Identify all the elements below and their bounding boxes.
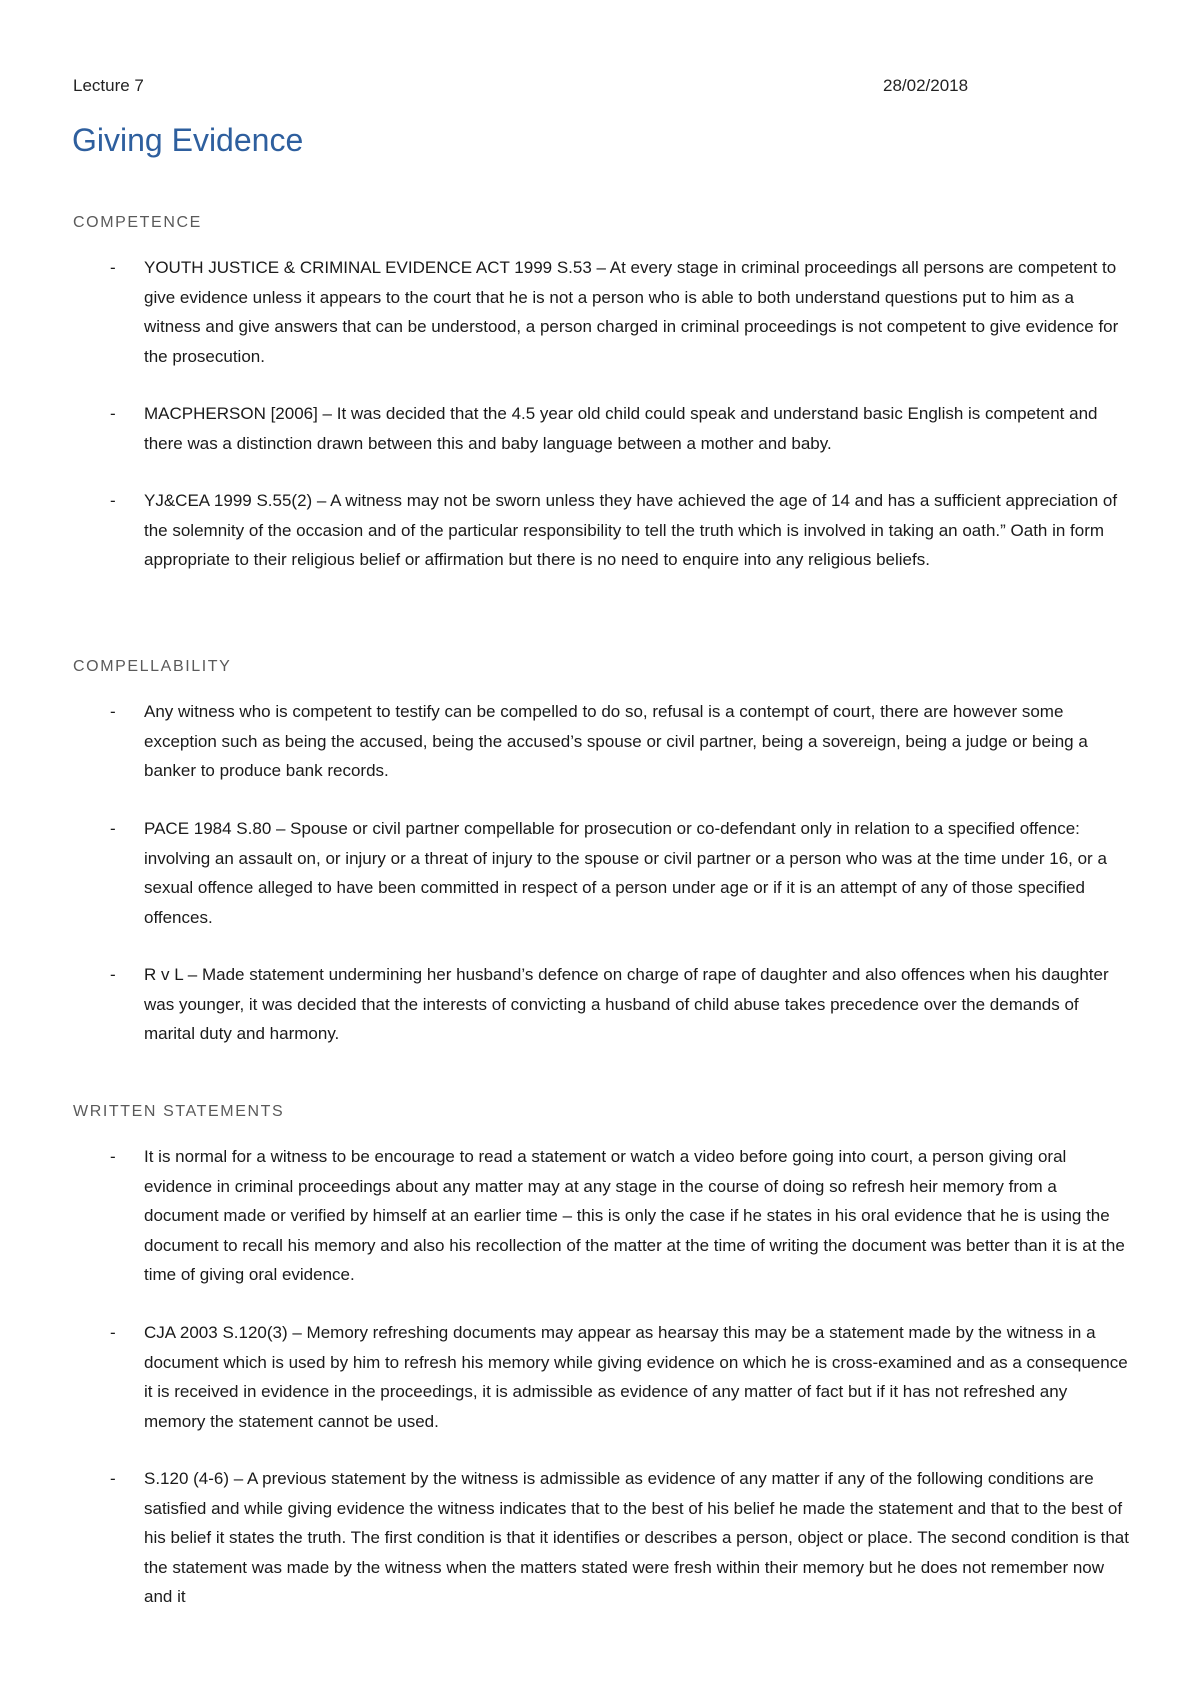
header-date: 28/02/2018 — [883, 76, 969, 95]
bullet-text: Any witness who is competent to testify can be compelled to do so, refusal is a contempt of court, there are however some exception such as being the accused, being the accused’s spouse or civil partner, being a sovereign, being a judge or being a banker to produce bank records. — [144, 702, 1088, 780]
bullet-item — [110, 253, 1130, 371]
section-heading-competence: COMPETENCE — [73, 214, 202, 231]
bullet-text: YJ&CEA 1999 S.55(2) – A witness may not be sworn unless they have achieved the age of 14 and has a sufficient appreciation of the solemnity of the occasion and of the particular responsibility to tell the truth which is involved in taking an oath.” Oath in form appropriate to their religious belief or affirmation but there is no need to enquire into any religious beliefs. — [144, 491, 1118, 569]
bullet-text: YOUTH JUSTICE & CRIMINAL EVIDENCE ACT 1999 S.53 – At every stage in criminal proceedings all persons are competent to give evidence unless it appears to the court that he is not a person who is able to both understand questions put to him as a witness and give answers that can be understood, a person charged in criminal proceedings is not competent to give evidence for the prosecution. — [144, 258, 1119, 366]
section-heading-compellability: COMPELLABILITY — [73, 658, 232, 675]
bullet-item — [110, 697, 1130, 786]
bullet-item — [110, 960, 1130, 1049]
bullet-dash: - — [110, 258, 116, 277]
bullet-text: It is normal for a witness to be encourage to read a statement or watch a video before going into court, a person giving oral evidence in criminal proceedings about any matter may at any stage in the course of doing so refresh heir memory from a document made or verified by himself at an earlier time – this is only the case if he states in his oral evidence that he is using the document to recall his memory and also his recollection of the matter at the time of writing the document was better than it is at the time of giving oral evidence. — [144, 1147, 1125, 1284]
bullet-item — [110, 486, 1130, 575]
bullet-dash: - — [110, 1147, 116, 1166]
section-heading-written-statements: WRITTEN STATEMENTS — [73, 1103, 285, 1120]
page-title: Giving Evidence — [72, 122, 304, 158]
header-lecture: Lecture 7 — [73, 76, 144, 95]
bullet-dash: - — [110, 965, 116, 984]
bullet-text: S.120 (4-6) – A previous statement by the witness is admissible as evidence of any matter if any of the following conditions are satisfied and while giving evidence the witness indicates that to the best of his belief he made the statement and that to the best of his belief it states the truth. The first condition is that it identifies or describes a person, object or place. The second condition is that the statement was made by the witness when the matters stated were fresh within their memory but he does not remember now and it — [144, 1469, 1129, 1606]
bullet-text: MACPHERSON [2006] – It was decided that the 4.5 year old child could speak and understand basic English is competent and there was a distinction drawn between this and baby language between a mother and baby. — [144, 404, 1098, 453]
bullet-dash: - — [110, 491, 116, 510]
bullet-dash: - — [110, 702, 116, 721]
bullet-dash: - — [110, 404, 116, 423]
bullet-text: CJA 2003 S.120(3) – Memory refreshing documents may appear as hearsay this may be a statement made by the witness in a document which is used by him to refresh his memory while giving evidence on which he is cross-examined and as a consequence it is received in evidence in the proceedings, it is admissible as evidence of any matter of fact but if it has not refreshed any memory the statement cannot be used. — [144, 1323, 1128, 1431]
bullet-dash: - — [110, 1469, 116, 1488]
bullet-item — [110, 814, 1130, 932]
bullet-item — [110, 399, 1130, 458]
bullet-item — [110, 1142, 1130, 1290]
bullet-dash: - — [110, 819, 116, 838]
bullet-item — [110, 1318, 1130, 1436]
bullet-text: PACE 1984 S.80 – Spouse or civil partner compellable for prosecution or co-defendant only in relation to a specified offence: involving an assault on, or injury or a threat of injury to the spouse or civil partner or a person who was at the time under 16, or a sexual offence alleged to have been committed in respect of a person under age or if it is an attempt of any of those specified offences. — [144, 819, 1107, 927]
bullet-item — [110, 1464, 1130, 1612]
bullet-text: R v L – Made statement undermining her husband’s defence on charge of rape of daughter and also offences when his daughter was younger, it was decided that the interests of convicting a husband of child abuse takes precedence over the demands of marital duty and harmony. — [144, 965, 1109, 1043]
bullet-dash: - — [110, 1323, 116, 1342]
